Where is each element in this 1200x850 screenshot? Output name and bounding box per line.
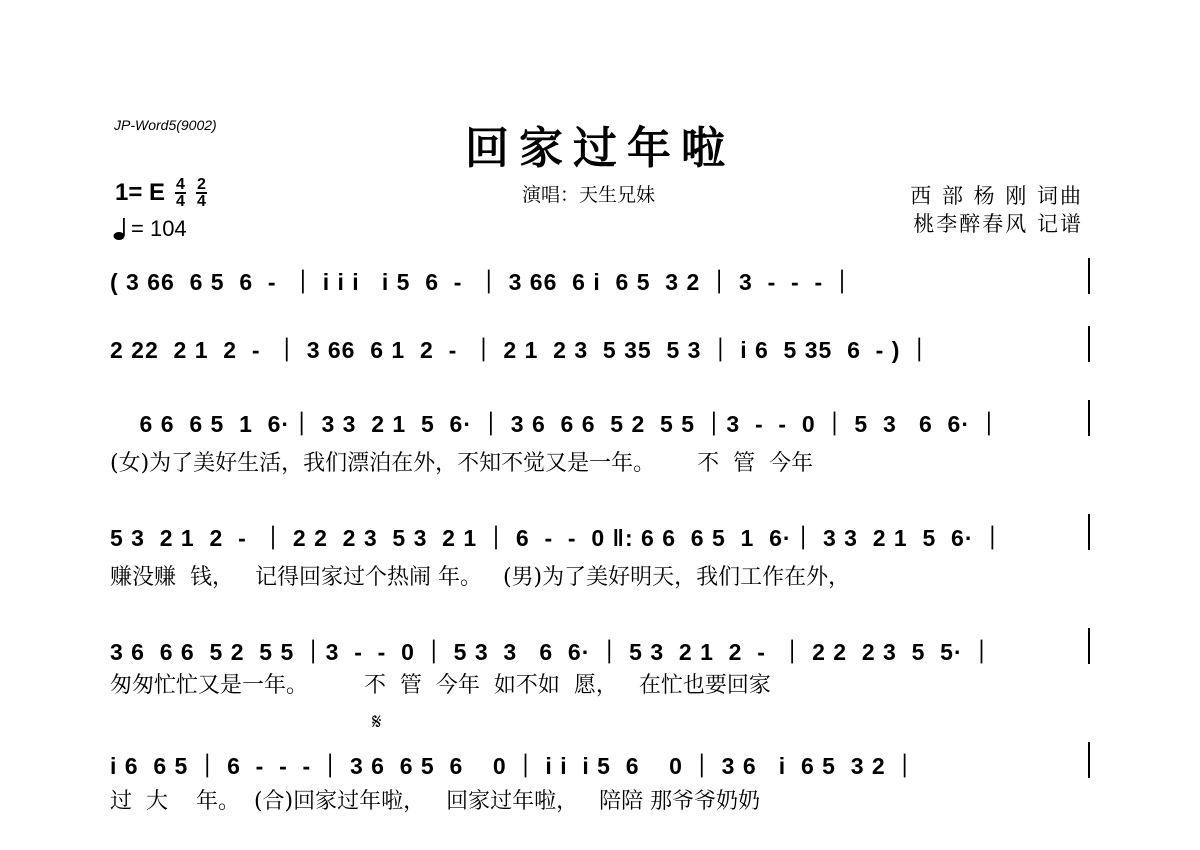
lyrics-line: 匆匆忙忙又是一年。 不 管 今年 如不如 愿， 在忙也要回家 bbox=[110, 673, 771, 698]
song-title: 回家过年啦 bbox=[465, 123, 735, 174]
system-end-barline bbox=[1088, 400, 1090, 436]
time-sig-numerator: 4 bbox=[176, 176, 185, 193]
tempo-value: = 104 bbox=[131, 216, 187, 241]
time-signature-2-4 bbox=[196, 177, 207, 209]
notation-line: 2 22 2 1 2 - ｜ 3 66 6 1 2 - ｜ 2 1 2 3 5 35 5 3 ｜ i 6 5 35 6 - ) ｜ bbox=[110, 337, 932, 363]
system-end-barline bbox=[1088, 326, 1090, 362]
time-signature-4-4 bbox=[175, 177, 186, 209]
tempo-marking bbox=[113, 216, 187, 242]
time-sig-numerator: 2 bbox=[196, 176, 206, 193]
transcriber-credit: 桃李醉春风 记谱 bbox=[913, 212, 1083, 236]
key-label: 1= E bbox=[115, 179, 166, 206]
lyricist-composer-credit: 西 部 杨 刚 词曲 bbox=[910, 184, 1083, 208]
notation-line: 5 3 2 1 2 - ｜ 2 2 2 3 5 3 2 1 ｜ 6 - - 0 ‖: 6 6 6 5 1 6·｜ 3 3 2 1 5 6· ｜ bbox=[110, 525, 1005, 551]
segno-icon: 𝄋 bbox=[372, 710, 382, 735]
system-end-barline bbox=[1088, 514, 1090, 550]
system-end-barline bbox=[1088, 628, 1090, 664]
notation-line: 6 6 6 5 1 6·｜ 3 3 2 1 5 6· ｜ 3 6 6 6 5 2 5 5 ｜3 - - 0 ｜ 5 3 6 6· ｜ bbox=[110, 411, 1002, 437]
time-sig-denominator: 4 bbox=[176, 193, 185, 210]
quarter-note-icon bbox=[113, 217, 127, 241]
notation-line: 3 6 6 6 5 2 5 5 ｜3 - - 0 ｜ 5 3 3 6 6· ｜ 5 3 2 1 2 - ｜ 2 2 2 3 5 5· ｜ bbox=[110, 639, 994, 665]
notation-line: ( 3 66 6 5 6 - ｜ i i i i 5 6 - ｜ 3 66 6 i 6 5 3 2 ｜ 3 - - - ｜ bbox=[110, 269, 855, 295]
time-sig-denominator: 4 bbox=[196, 193, 206, 210]
key-signature bbox=[115, 177, 207, 209]
lyrics-line: 过 大 年。 (合)回家过年啦， 回家过年啦， 陪陪 那爷爷奶奶 bbox=[110, 789, 761, 814]
lyrics-line: 赚没赚 钱， 记得回家过个热闹 年。 (男)为了美好明天，我们工作在外， bbox=[110, 565, 851, 590]
lyrics-line: (女)为了美好生活，我们漂泊在外，不知不觉又是一年。 不 管 今年 bbox=[110, 451, 814, 476]
system-end-barline bbox=[1088, 258, 1090, 294]
singer-credit: 演唱：天生兄妹 bbox=[522, 184, 656, 206]
software-label: JP-Word5(9002) bbox=[114, 117, 217, 133]
system-end-barline bbox=[1088, 742, 1090, 778]
notation-line: i 6 6 5 ｜ 6 - - - ｜ 3 6 6 5 6 0 ｜ i i i 5 6 0 ｜ 3 6 i 6 5 3 2 ｜ bbox=[110, 753, 918, 779]
